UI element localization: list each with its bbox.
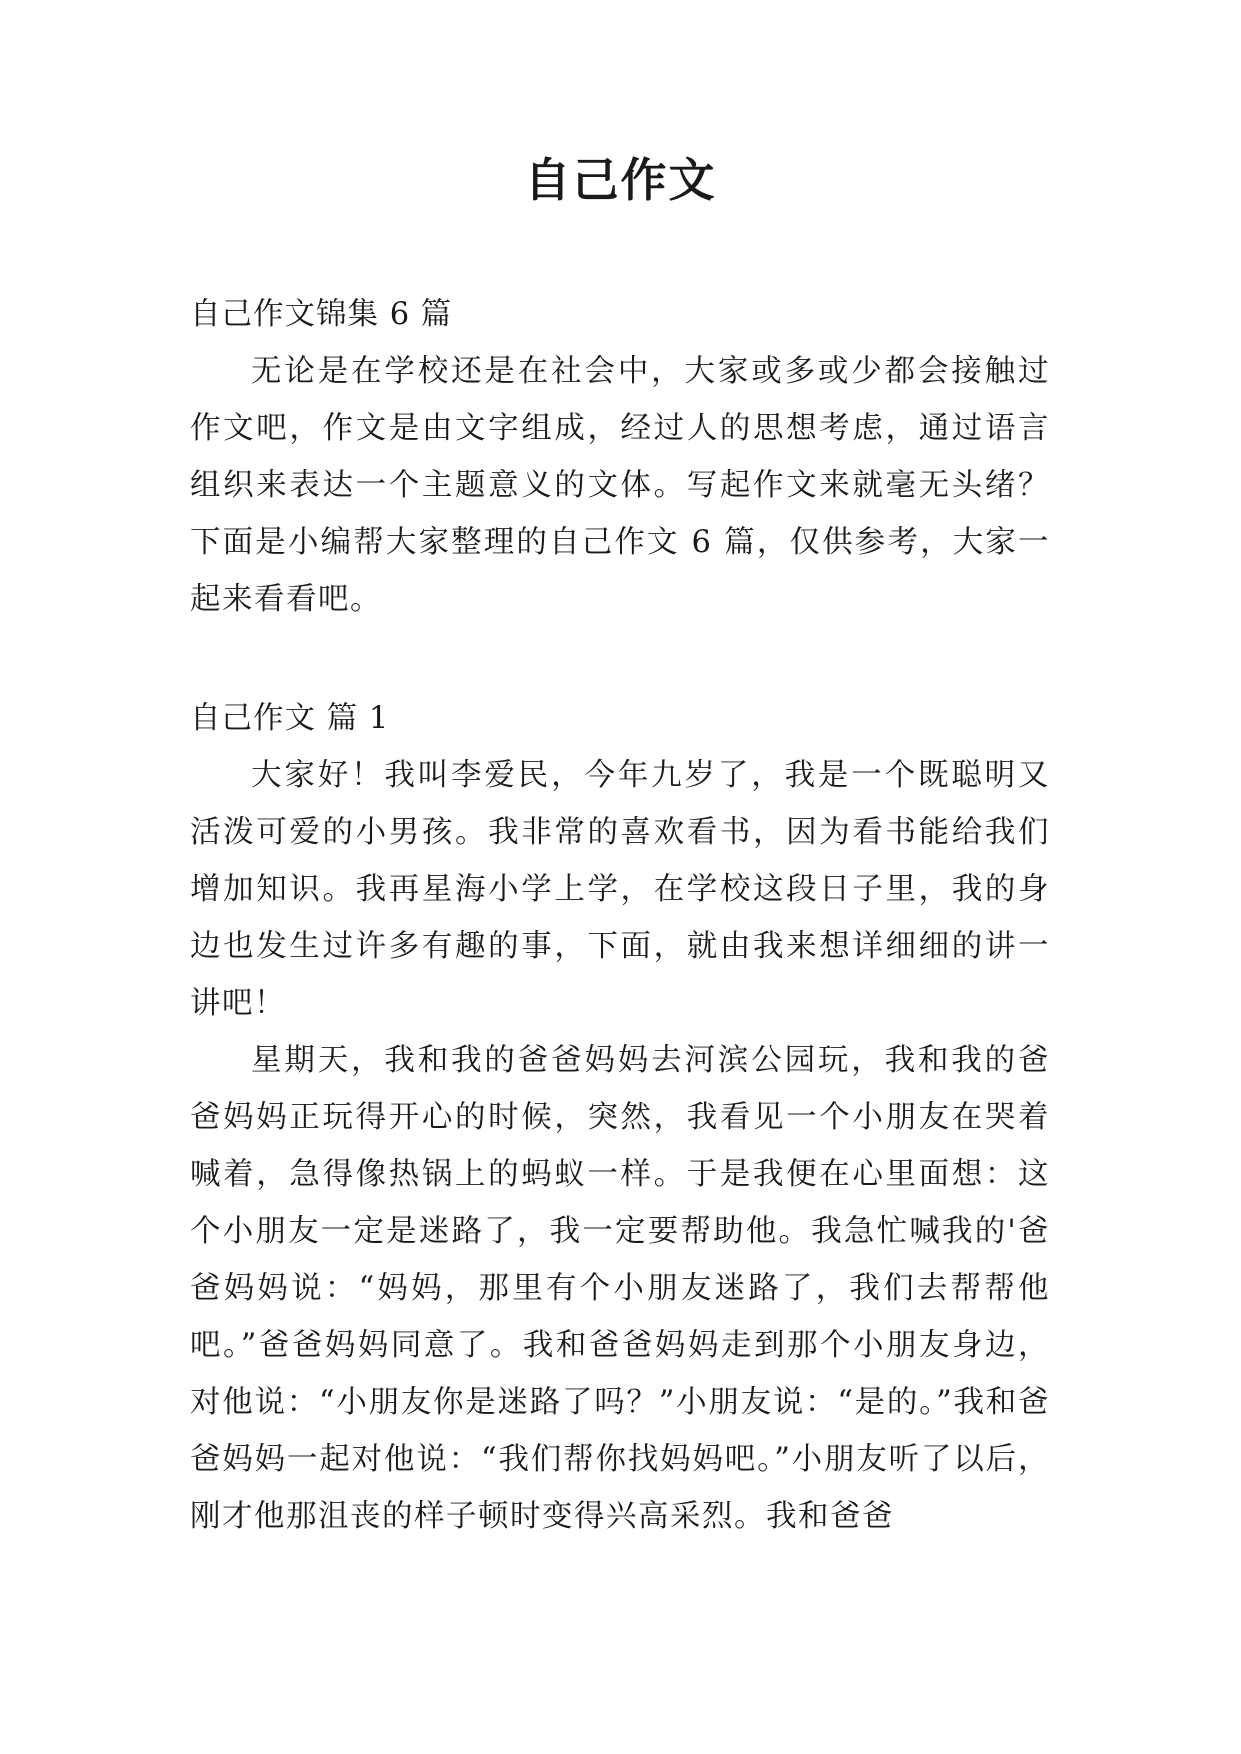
intro-paragraph: 无论是在学校还是在社会中，大家或多或少都会接触过作文吧，作文是由文字组成，经过人的思想考虑，通过语言组织来表达一个主题意义的文体。写起作文来就毫无头绪？下面是小编帮大家整理的自己作文 6 篇，仅供参考，大家一起来看看吧。 [190, 354, 1050, 617]
body-paragraph: 大家好！我叫李爱民，今年九岁了，我是一个既聪明又活泼可爱的小男孩。我非常的喜欢看书，因为看书能给我们增加知识。我再星海小学上学，在学校这段日子里，我的身边也发生过许多有趣的事，下面，就由我来想详细细的讲一讲吧！ [190, 758, 1050, 1021]
document-body [190, 286, 1050, 1545]
body-paragraph: 星期天，我和我的爸爸妈妈去河滨公园玩，我和我的爸爸妈妈正玩得开心的时候，突然，我看见一个小朋友在哭着喊着，急得像热锅上的蚂蚁一样。于是我便在心里面想：这个小朋友一定是迷路了，我一定要帮助他。我急忙喊我的'爸爸妈妈说：“妈妈，那里有个小朋友迷路了，我们去帮帮他吧。”爸爸妈妈同意了。我和爸爸妈妈走到那个小朋友身边，对他说：“小朋友你是迷路了吗？”小朋友说：“是的。”我和爸爸妈妈一起对他说：“我们帮你找妈妈吧。”小朋友听了以后，刚才他那沮丧的样子顿时变得兴高采烈。我和爸爸 [190, 1043, 1050, 1534]
document-title: 自己作文 [524, 153, 717, 207]
collection-subtitle: 自己作文锦集 6 篇 [190, 297, 453, 332]
section-gap [190, 628, 1050, 690]
section-heading: 自己作文 篇 1 [190, 701, 390, 736]
